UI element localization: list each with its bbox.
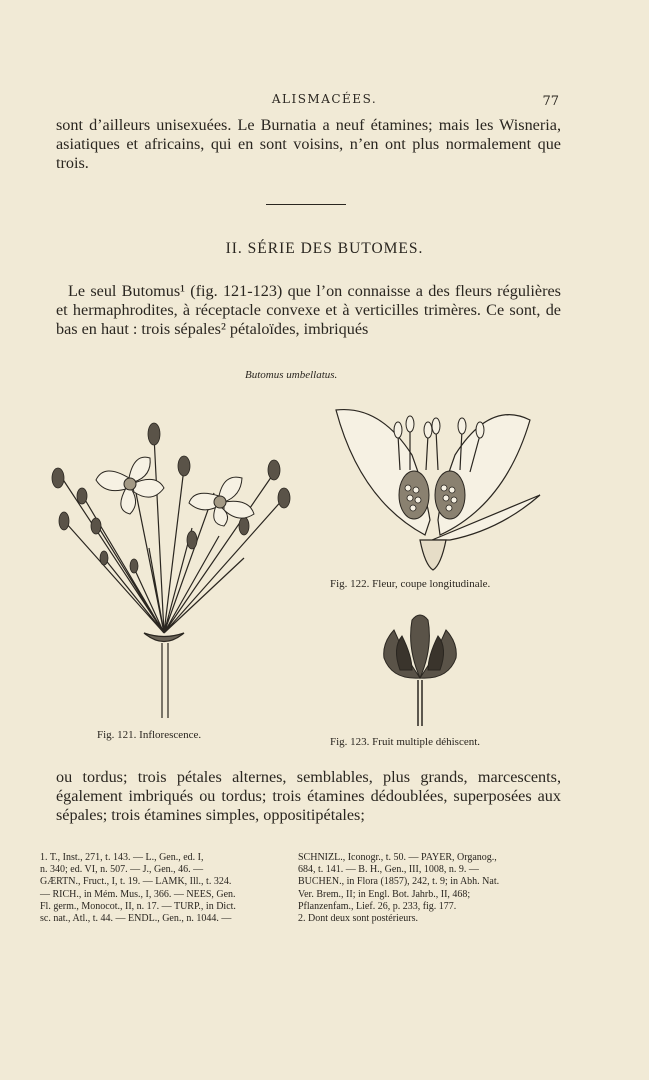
footnote-line: Fl. germ., Monocot., II, n. 17. — TURP., in Dict. <box>40 900 236 912</box>
section-title: II. SÉRIE DES BUTOMES. <box>225 240 424 257</box>
species-caption: Butomus umbellatus. <box>245 369 338 381</box>
body-paragraph: Le seul Butomus¹ (fig. 121-123) que l’on connaisse a des fleurs régulières et hermaphrodites, à réceptacle convexe et à verticilles trimères. Ce sont, de bas en haut : trois sépales² pétaloïdes, imbriqués <box>56 282 561 338</box>
fig121-caption: Fig. 121. Inflorescence. <box>97 729 202 741</box>
fig122-caption: Fig. 122. Fleur, coupe longitudinale. <box>330 578 491 590</box>
footnote-line: Pflanzenfam., Lief. 26, p. 233, fig. 177. <box>298 900 457 912</box>
footnote-line: n. 340; ed. VI, n. 507. — J., Gen., 46. — <box>40 864 204 876</box>
footnote-line: 2. Dont deux sont postérieurs. <box>298 913 418 925</box>
footnote-line: — RICH., in Mém. Mus., I, 366. — NEES, Gen. <box>40 888 236 900</box>
footnote-line: GÆRTN., Fruct., I, t. 19. — LAMK, Ill., t. 324. <box>40 876 232 888</box>
footnote-line: Ver. Brem., II; in Engl. Bot. Jahrb., II, 468; <box>298 888 471 900</box>
continuation-paragraph: ou tordus; trois pétales alternes, semblables, plus grands, marcescents, également imbriqués ou tordus; trois étamines dédoublées, superposées aux sépales; trois étamines simples, oppositipétales; <box>56 768 561 824</box>
fig123-caption: Fig. 123. Fruit multiple déhiscent. <box>330 736 481 748</box>
intro-paragraph: sont d’ailleurs unisexuées. Le Burnatia a neuf étamines; mais les Wisneria, asiatiques et africains, qui en sont voisins, n’en ont plus normalement que trois. <box>56 116 561 172</box>
flower-section-illustration <box>330 400 545 575</box>
footnote-line: sc. nat., Atl., t. 44. — ENDL., Gen., n. 1044. — <box>40 913 232 925</box>
footnotes-right <box>298 852 543 925</box>
section-divider <box>266 204 346 205</box>
fruit-illustration <box>372 608 468 728</box>
running-head: ALISMACÉES. <box>271 92 378 106</box>
inflorescence-illustration <box>44 418 304 718</box>
page-number: 77 <box>542 94 559 109</box>
footnotes-left <box>40 852 280 925</box>
footnote-line: 1. T., Inst., 271, t. 143. — L., Gen., ed. I, <box>40 852 204 863</box>
footnote-line: BUCHEN., in Flora (1857), 242, t. 9; in Abh. Nat. <box>298 876 500 888</box>
footnote-line: SCHNIZL., Iconogr., t. 50. — PAYER, Organog., <box>298 852 497 863</box>
footnote-line: 684, t. 141. — B. H., Gen., III, 1008, n. 9. — <box>298 864 479 876</box>
